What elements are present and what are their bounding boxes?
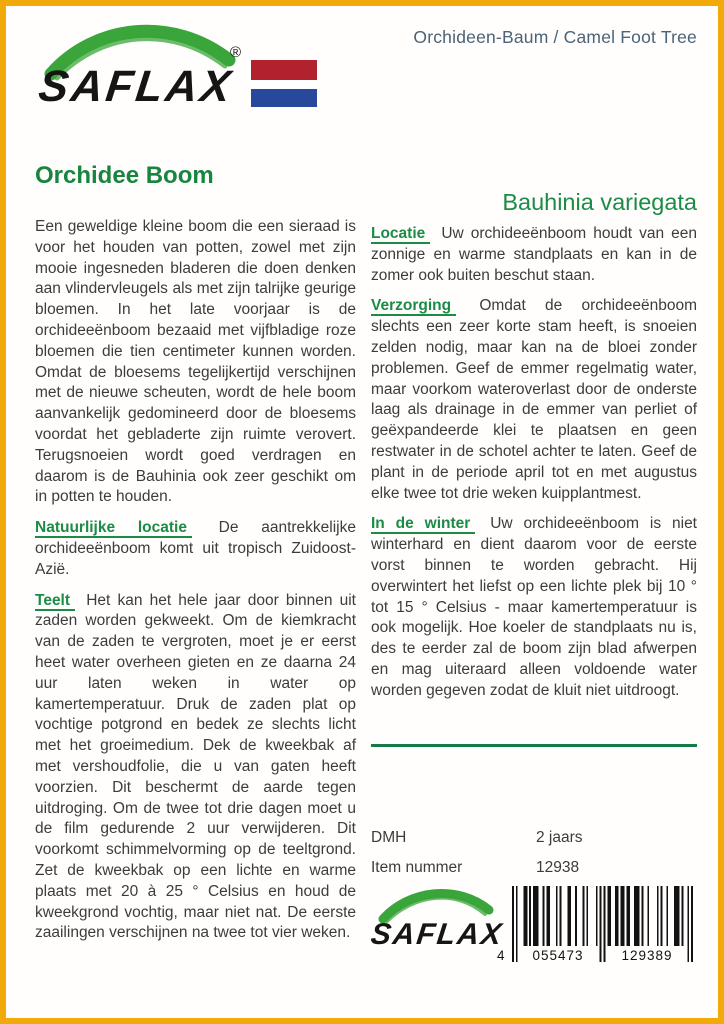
- section-body: Het kan het hele jaar door binnen uit zaden worden gekweekt. Om de kiemkracht van de zaden te vergroten, moet je er eerst heet water overheen gieten en ze daarna 24 uur laten weken in water op kamertemperatuur. Druk de zaden plat op vochtige potgrond en bedek ze slechts licht met het groeimedium. Dek de kweekbak af met vershoudfolie, die u van gaten heeft voorzien. Dit beschermt de aarde tegen uitdroging. Om de twee tot drie dagen moet u de film gedurende 2 uur verwijderen. Dit voorkomt schimmelvorming op de teeltgrond. Zet de kweekbak op een lichte en warme plaats met 20 à 25 ° Celsius en houd de kweekgrond vochtig, maar niet nat. De eerste zaailingen verschijnen na twee tot vier weken.: [35, 591, 356, 942]
- spec-row-dmh: [371, 827, 697, 848]
- spec-row-item-number: [371, 857, 697, 878]
- brand-name: SAFLAX: [369, 917, 506, 951]
- section-in-de-winter: [371, 514, 697, 701]
- section-body: Uw orchideeënboom is niet winterhard en dient daarom voor de eerste vorst binnen te worden gebracht. Hij overwintert het liefst op een lichte plek bij 10 ° tot 15 ° Celsius - maar kamertemperatuur is ook mogelijk. Hoe koeler de standplaats nu is, des te eerder zal de boom zijn blad afwerpen en mag uiteraard alleen voldoende water worden gegeven zodat de kluit niet uitdroogt.: [371, 515, 697, 699]
- common-names-header: Orchideen-Baum / Camel Foot Tree: [413, 27, 697, 47]
- section-teelt: [35, 591, 356, 945]
- header: [35, 18, 697, 125]
- left-column: [35, 125, 356, 974]
- footer: [371, 878, 697, 974]
- section-heading: Teelt: [35, 592, 75, 611]
- spec-table: [371, 827, 697, 878]
- barcode-area: [497, 886, 693, 974]
- spec-value: 2 jaars: [536, 828, 583, 846]
- section-body: De aantrekkelijke orchideeënboom komt uit tropisch Zuidoost-Azië.: [35, 519, 356, 578]
- ean13-barcode: [497, 886, 693, 974]
- netherlands-flag-icon: [251, 60, 317, 107]
- section-heading: Verzorging: [371, 297, 456, 316]
- registered-trademark: ®: [230, 44, 242, 61]
- section-heading: Natuurlijke locatie: [35, 519, 192, 538]
- spec-value: 12938: [536, 858, 580, 876]
- product-title: Orchidee Boom: [35, 162, 214, 189]
- barcode-digit-group: 129389: [621, 947, 673, 963]
- section-heading: In de winter: [371, 515, 475, 534]
- barcode-digit-group: 4: [497, 947, 506, 963]
- saflax-logo: [35, 18, 335, 125]
- section-locatie: [371, 224, 697, 286]
- section-body: Omdat de orchideeënboom slechts een zeer korte stam heeft, is snoeien zelden nodig, maar kan na de bloei zonder problemen. Geef de emmer regelmatig water, maar voorkom wateroverlast door de onderste laag als drainage in de emmer van perliet of geëxpandeerde klei te plaatsen en geen restwater in de schotel achter te laten. Geef de plant in de periode april tot en met augustus elke twee tot drie weken kuipplantmest.: [371, 297, 697, 502]
- right-column: [371, 125, 697, 974]
- green-divider-rule: [371, 744, 697, 747]
- section-verzorging: [371, 296, 697, 504]
- spec-label: DMH: [371, 828, 407, 846]
- saflax-logo-small: [369, 878, 506, 956]
- section-body: Uw orchideeënboom houdt van een zonnige en warme standplaats en kan in de zomer ook buiten beschut staan.: [371, 225, 697, 284]
- botanical-name: Bauhinia variegata: [502, 189, 697, 215]
- spec-label: Item nummer: [371, 858, 463, 876]
- brand-name: SAFLAX: [36, 62, 237, 111]
- text-columns: [35, 125, 697, 974]
- section-natuurlijke-locatie: [35, 518, 356, 580]
- barcode-digit-group: 055473: [532, 947, 584, 963]
- intro-paragraph: Een geweldige kleine boom die een sieraad is voor het houden van potten, zowel met zijn mooie ingesneden bladeren die doen denken aan vlindervleugels als met zijn talrijke geurige bloemen. In het late voorjaar is de orchideeënboom bezaaid met vijfbladige roze bloemen die tien centimeter kunnen worden. Omdat de bloesems tegelijkertijd verschijnen met de nieuwe scheuten, wordt de hele boom aanvankelijk gedomineerd door de bloesems voordat het gebladerte zijn ruimte verovert. Terugsnoeien wordt goed verdragen en daarom is de Bauhinia ook zeer geschikt om in potten te houden.: [35, 218, 356, 506]
- section-heading: Locatie: [371, 225, 430, 244]
